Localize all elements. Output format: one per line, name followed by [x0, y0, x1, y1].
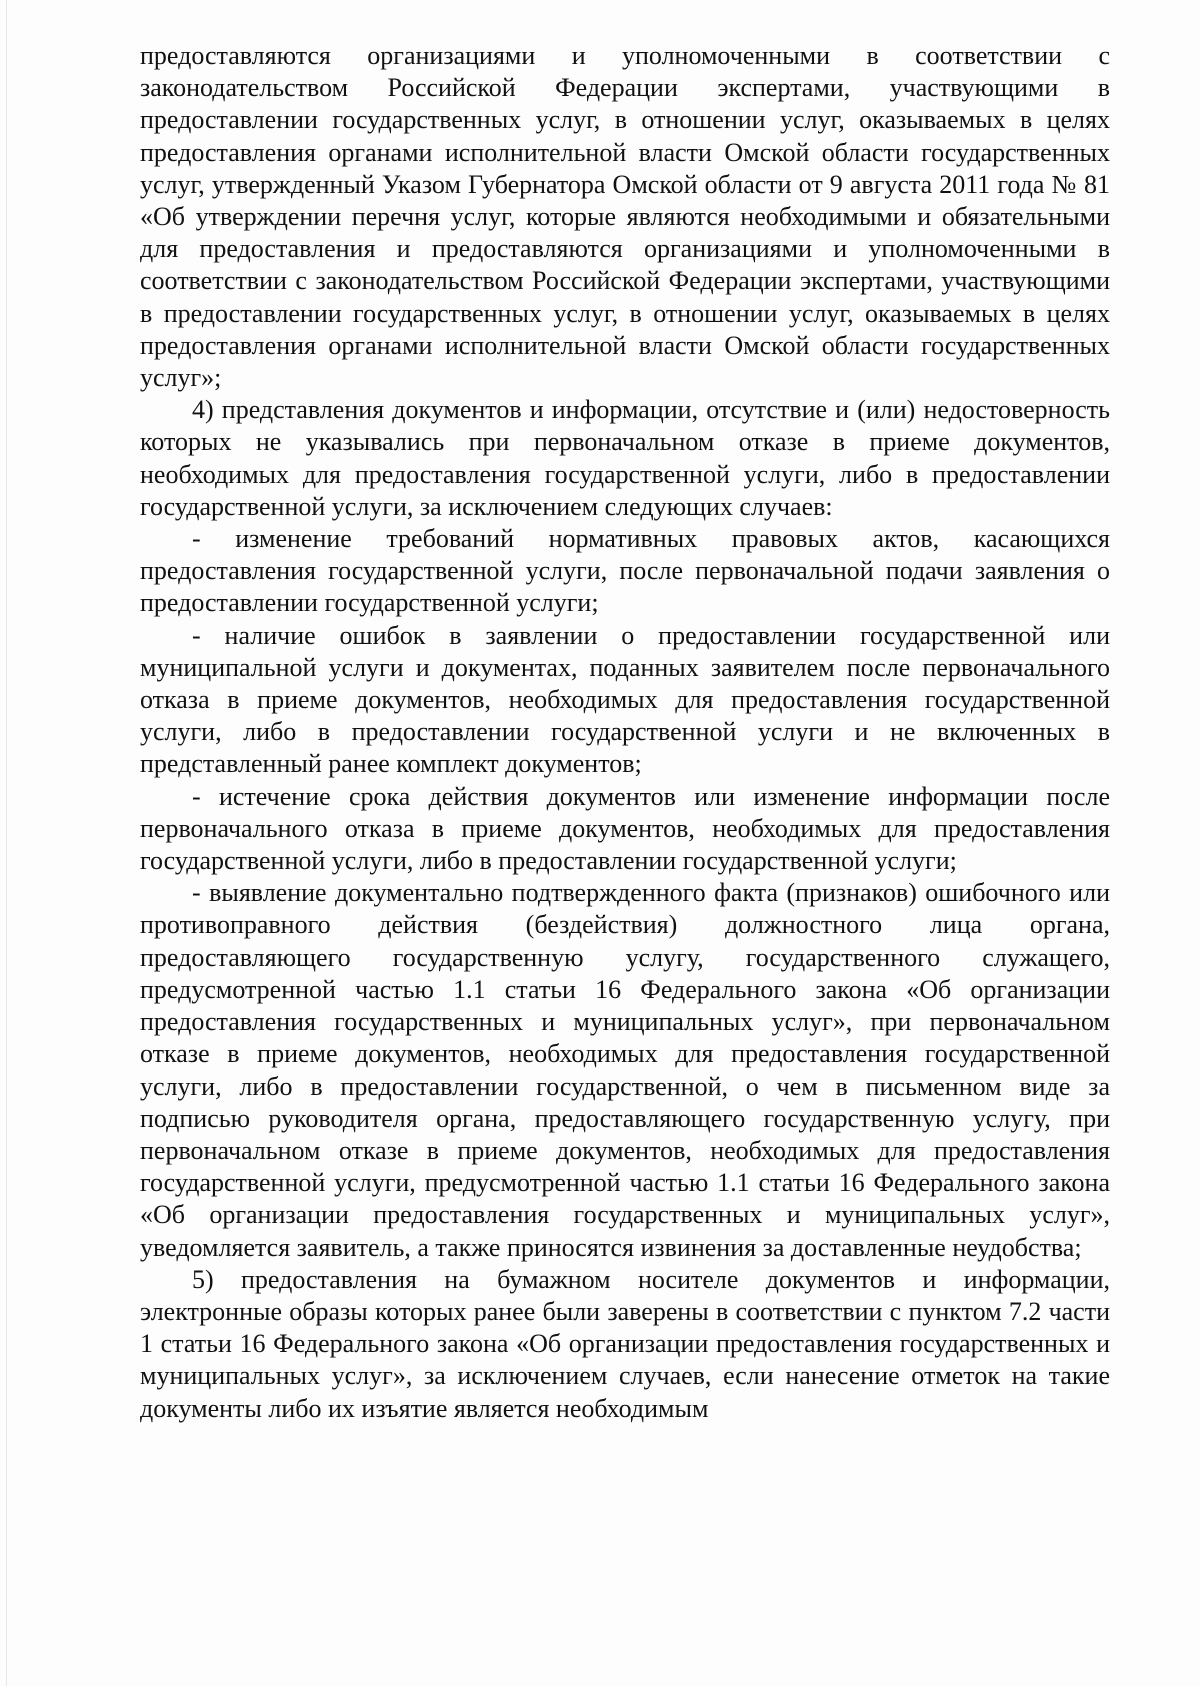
paragraph-exception-requirements-change: - изменение требований нормативных правовых актов, касающихся предоставления государственной услуги, после первоначальной подачи заявления о предоставлении государственной услуги; — [140, 524, 1110, 618]
paragraph-exception-errors: - наличие ошибок в заявлении о предоставлении государственной или муниципальной услуги и документах, поданных заявителем после первоначального отказа в приеме документов, необходимых для предоставления государственной услуги, либо в предоставлении государственной услуги и не включенных в представленный ранее комплект документов; — [140, 620, 1110, 779]
document-body — [140, 40, 1110, 1425]
paragraph-item-4: 4) представления документов и информации, отсутствие и (или) недостоверность которых не указывались при первоначальном отказе в приеме документов, необходимых для предоставления государственной услуги, либо в предоставлении государственной услуги, за исключением следующих случаев: — [140, 395, 1110, 521]
paragraph-exception-official-error: - выявление документально подтвержденного факта (признаков) ошибочного или противоправного действия (бездействия) должностного лица органа, предоставляющего государственную услугу, государственного служащего, предусмотренной частью 1.1 статьи 16 Федерального закона «Об организации предоставления государственных и муниципальных услуг», при первоначальном отказе в приеме документов, необходимых для предоставления государственной услуги, либо в предоставлении государственной, о чем в письменном виде за подписью руководителя органа, предоставляющего государственную услугу, при первоначальном отказе в приеме документов, необходимых для предоставления государственной услуги, предусмотренной частью 1.1 статьи 16 Федерального закона «Об организации предоставления государственных и муниципальных услуг», уведомляется заявитель, а также приносятся извинения за доставленные неудобства; — [140, 878, 1110, 1262]
page-edge-line — [6, 0, 7, 1686]
paragraph-item-5: 5) предоставления на бумажном носителе документов и информации, электронные образы которых ранее были заверены в соответствии с пунктом 7.2 части 1 статьи 16 Федерального закона «Об организации предоставления государственных и муниципальных услуг», за исключением случаев, если нанесение отметок на такие документы либо их изъятие является необходимым — [140, 1264, 1110, 1423]
paragraph-exception-expiry: - истечение срока действия документов или изменение информации после первоначального отказа в приеме документов, необходимых для предоставления государственной услуги, либо в предоставлении государственной услуги; — [140, 781, 1110, 876]
paragraph-continuation: предоставляются организациями и уполномоченными в соответствии с законодательством Российской Федерации экспертами, участвующими в предоставлении государственных услуг, в отношении услуг, оказываемых в целях предоставления органами исполнительной власти Омской области государственных услуг, утвержденный Указом Губернатора Омской области от 9 августа 2011 года № 81 «Об утверждении перечня услуг, которые являются необходимыми и обязательными для предоставления и предоставляются организациями и уполномоченными в соответствии с законодательством Российской Федерации экспертами, участвующими в предоставлении государственных услуг, в отношении услуг, оказываемых в целях предоставления органами исполнительной власти Омской области государственных услуг»; — [140, 41, 1110, 393]
